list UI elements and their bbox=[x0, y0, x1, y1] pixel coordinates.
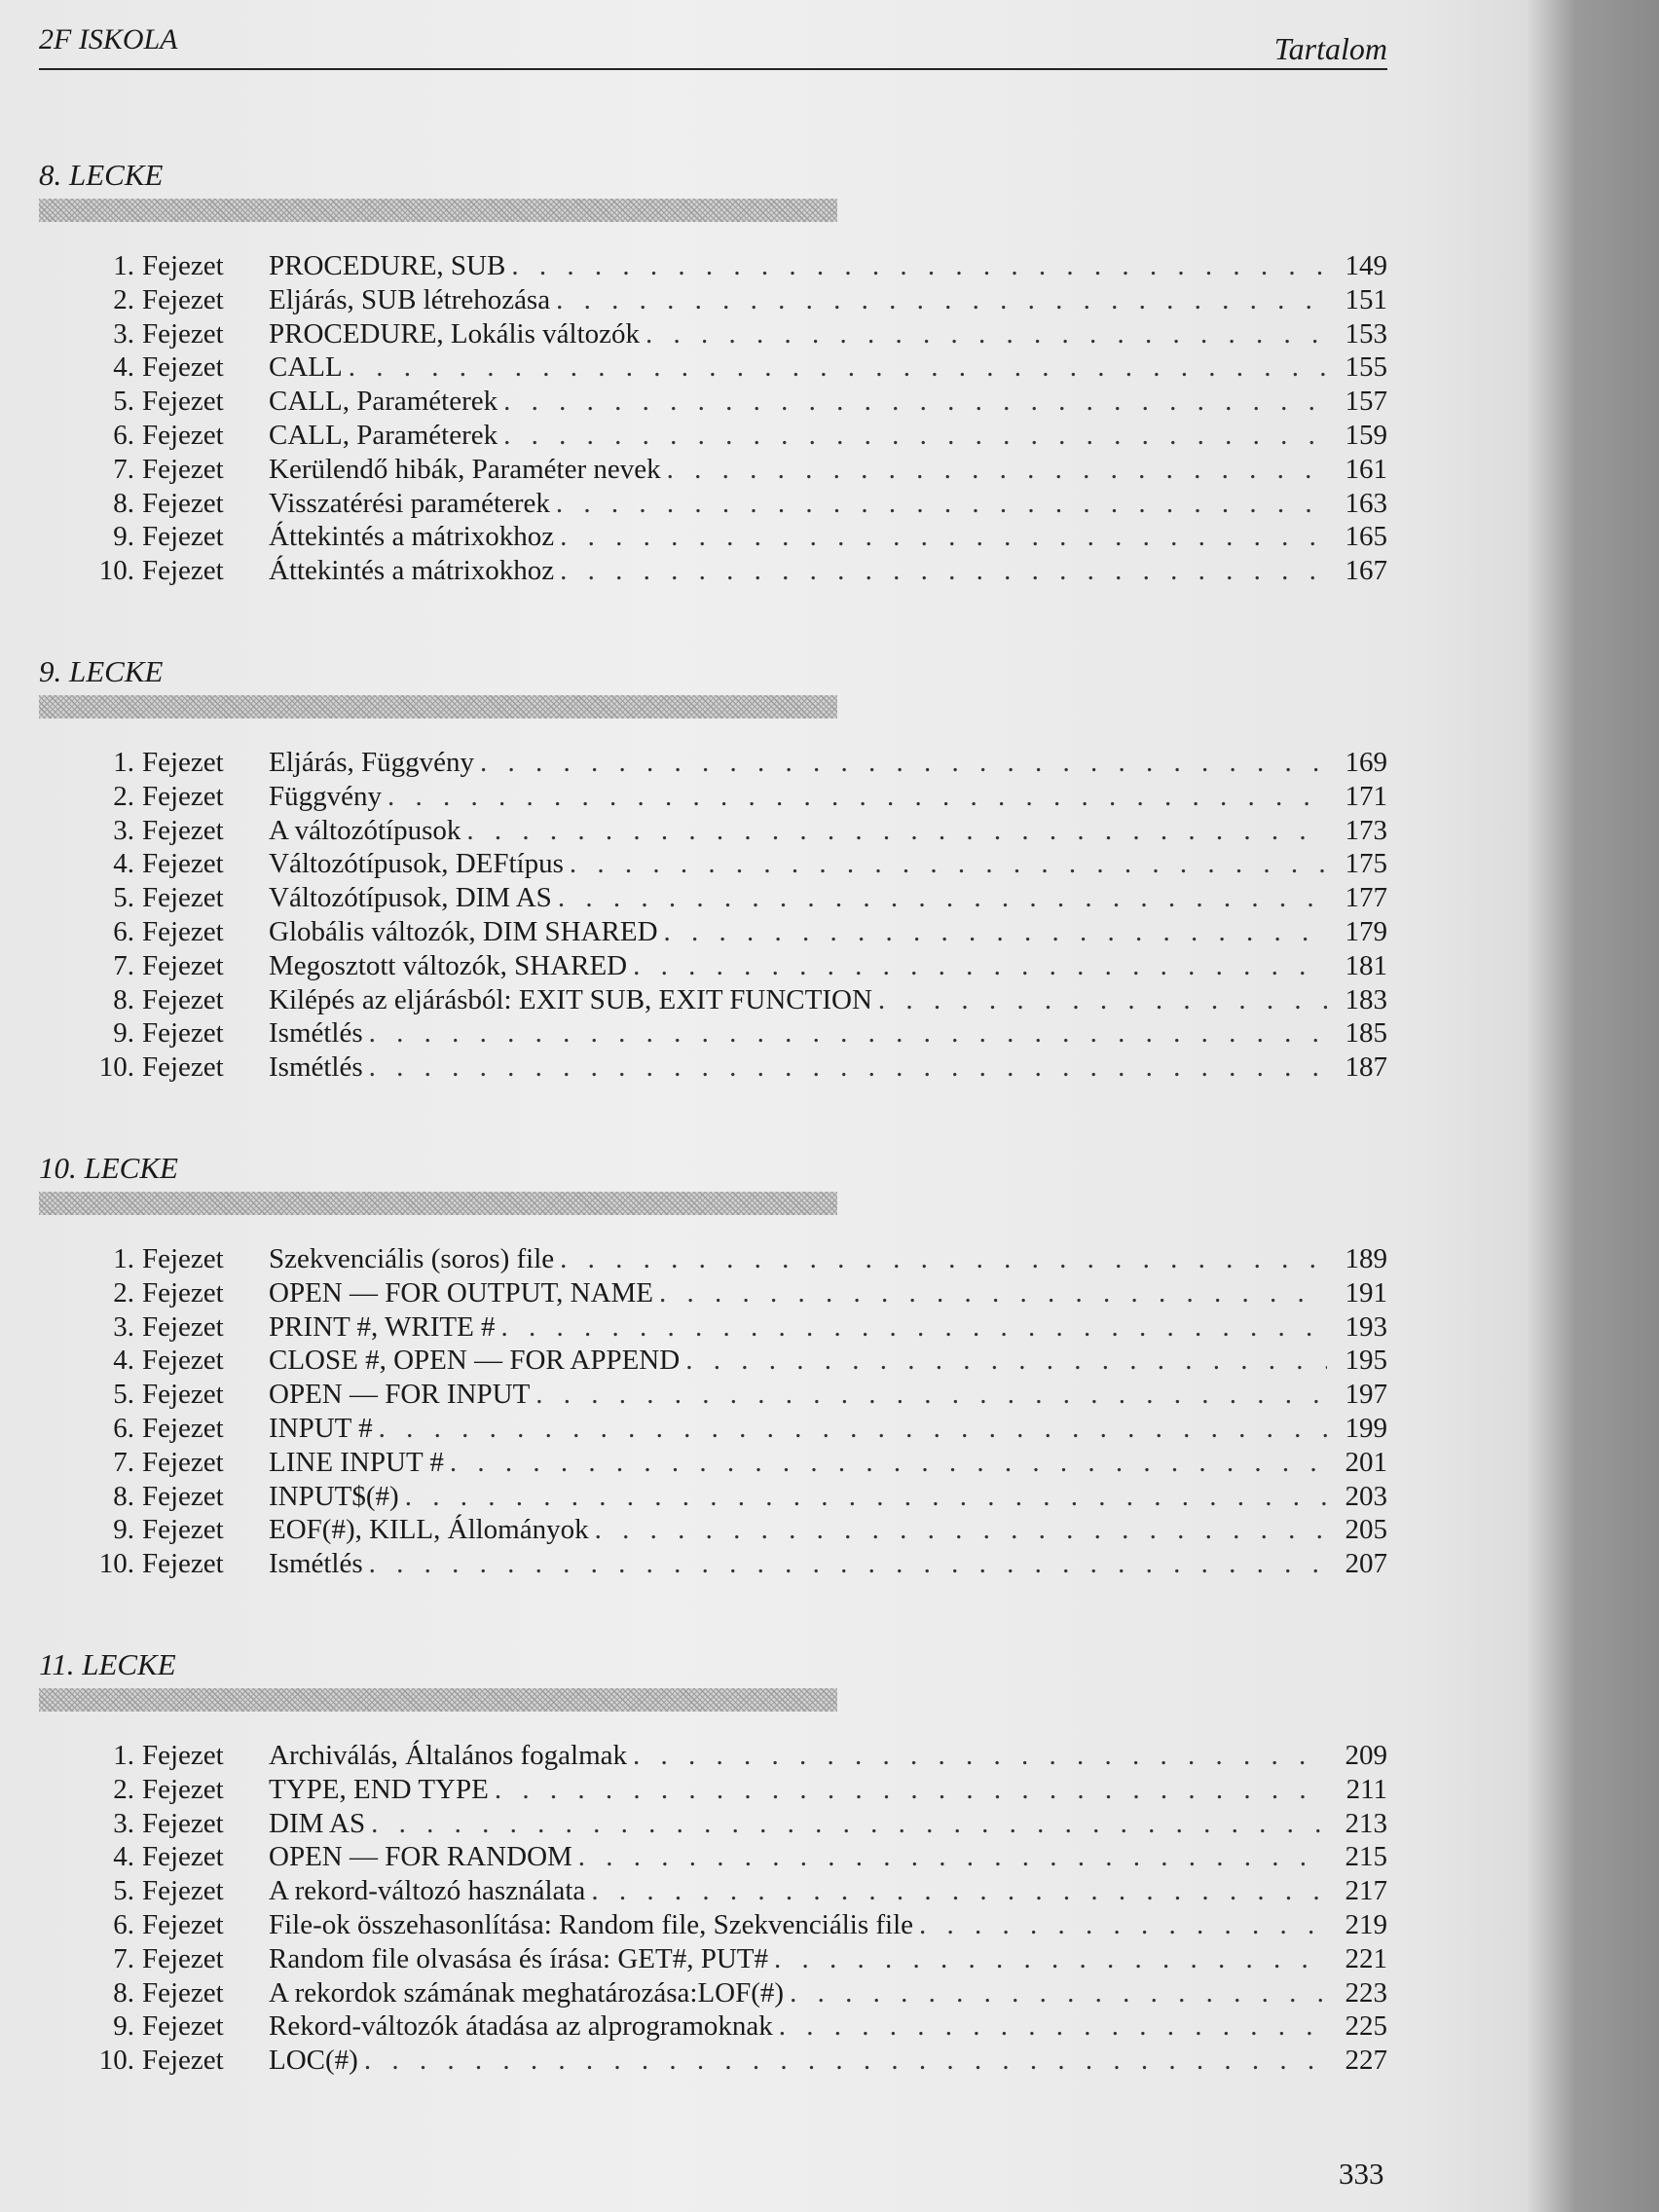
chapter-label: Fejezet bbox=[142, 1908, 224, 1940]
chapter-page-number: 211 bbox=[1346, 1773, 1387, 1805]
chapter-number: 8. bbox=[113, 1976, 134, 2009]
chapter-title: Eljárás, Függvény bbox=[269, 747, 475, 778]
dot-leader bbox=[570, 847, 1327, 881]
toc-entry bbox=[39, 1446, 1387, 1480]
chapter-title: Random file olvasása és írása: GET#, PUT# bbox=[269, 1942, 769, 1974]
dot-leader bbox=[349, 350, 1327, 385]
toc-entry bbox=[39, 1547, 1387, 1581]
chapter-number: 5. bbox=[113, 1379, 134, 1411]
chapter-label: Fejezet bbox=[142, 2010, 224, 2043]
chapter-label: Fejezet bbox=[142, 1807, 224, 1839]
toc-entry bbox=[39, 1051, 1387, 1085]
toc-entry bbox=[39, 881, 1387, 915]
dot-leader bbox=[556, 283, 1327, 317]
chapter-label: Fejezet bbox=[142, 915, 224, 947]
chapter-title: OPEN — FOR INPUT bbox=[269, 1379, 531, 1411]
dot-leader bbox=[503, 385, 1327, 419]
chapter-page-number: 171 bbox=[1345, 780, 1387, 812]
chapter-title: Áttekintés a mátrixokhoz bbox=[269, 521, 555, 553]
chapter-title: A rekordok számának meghatározása:LOF(#) bbox=[269, 1976, 785, 2009]
header-series-title: 2F ISKOLA bbox=[39, 23, 178, 55]
chapter-page-number: 165 bbox=[1345, 521, 1387, 553]
dot-leader bbox=[560, 554, 1327, 588]
chapter-title: Ismétlés bbox=[269, 1051, 363, 1084]
chapter-page-number: 213 bbox=[1345, 1807, 1387, 1839]
chapter-label: Fejezet bbox=[142, 1976, 224, 2009]
chapter-number: 4. bbox=[113, 848, 134, 880]
dot-leader bbox=[450, 1446, 1327, 1480]
chapter-number: 2. bbox=[113, 283, 134, 315]
chapter-title: OPEN — FOR OUTPUT, NAME bbox=[269, 1276, 654, 1309]
dot-leader bbox=[405, 1480, 1327, 1514]
chapter-page-number: 217 bbox=[1345, 1875, 1387, 1907]
chapter-title: Archiválás, Általános fogalmak bbox=[269, 1740, 628, 1771]
chapter-number: 2. bbox=[113, 780, 134, 812]
chapter-title: CALL bbox=[269, 351, 343, 384]
toc-entry bbox=[39, 1807, 1387, 1841]
chapter-page-number: 181 bbox=[1345, 949, 1387, 981]
chapter-page-number: 179 bbox=[1345, 915, 1387, 947]
chapter-title: A változótípusok bbox=[269, 814, 461, 846]
dot-leader bbox=[659, 1276, 1327, 1310]
dot-leader bbox=[556, 487, 1327, 521]
chapter-label: Fejezet bbox=[142, 1942, 224, 1974]
chapter-number: 3. bbox=[113, 814, 134, 846]
chapter-label: Fejezet bbox=[142, 780, 224, 812]
chapter-title: CLOSE #, OPEN — FOR APPEND bbox=[269, 1345, 681, 1377]
dot-leader bbox=[369, 1051, 1327, 1085]
chapter-label: Fejezet bbox=[142, 1446, 224, 1478]
toc-entry bbox=[39, 1276, 1387, 1310]
toc-entry bbox=[39, 1773, 1387, 1807]
chapter-number: 3. bbox=[113, 1807, 134, 1839]
chapter-number: 8. bbox=[113, 983, 134, 1015]
chapter-page-number: 173 bbox=[1345, 814, 1387, 846]
chapter-page-number: 191 bbox=[1345, 1276, 1387, 1309]
lecke-title: 8. LECKE bbox=[39, 158, 164, 192]
chapter-page-number: 223 bbox=[1345, 1976, 1387, 2009]
chapter-title: INPUT$(#) bbox=[269, 1480, 399, 1512]
chapter-label: Fejezet bbox=[142, 1875, 224, 1907]
chapter-label: Fejezet bbox=[142, 949, 224, 981]
chapter-page-number: 227 bbox=[1345, 2045, 1387, 2077]
chapter-title: DIM AS bbox=[269, 1807, 366, 1839]
dot-leader bbox=[774, 1942, 1327, 1976]
chapter-title: LINE INPUT # bbox=[269, 1446, 444, 1478]
toc-entry bbox=[39, 1310, 1387, 1345]
dot-leader bbox=[387, 780, 1327, 814]
chapter-title: Rekord-változók átadása az alprogramoknak bbox=[269, 2010, 773, 2043]
toc-entry bbox=[39, 1874, 1387, 1908]
chapter-number: 9. bbox=[113, 1017, 134, 1050]
chapter-number: 8. bbox=[113, 1480, 134, 1512]
toc-entry bbox=[39, 2044, 1387, 2078]
chapter-title: INPUT # bbox=[269, 1412, 373, 1444]
dot-leader bbox=[919, 1908, 1327, 1942]
lecke-divider-bar bbox=[39, 695, 837, 719]
dot-leader bbox=[495, 1773, 1327, 1807]
chapter-label: Fejezet bbox=[142, 386, 224, 418]
dot-leader bbox=[560, 520, 1327, 554]
chapter-page-number: 221 bbox=[1345, 1942, 1387, 1974]
dot-leader bbox=[591, 1874, 1327, 1908]
chapter-title: Szekvenciális (soros) file bbox=[269, 1243, 555, 1274]
chapter-page-number: 183 bbox=[1345, 983, 1387, 1015]
dot-leader bbox=[878, 983, 1327, 1017]
chapter-number: 2. bbox=[113, 1773, 134, 1805]
toc-entry bbox=[39, 385, 1387, 419]
chapter-label: Fejezet bbox=[142, 1276, 224, 1309]
chapter-title: PROCEDURE, Lokális változók bbox=[269, 317, 641, 350]
chapter-number: 6. bbox=[113, 1412, 134, 1444]
chapter-number: 5. bbox=[113, 386, 134, 418]
chapter-label: Fejezet bbox=[142, 283, 224, 315]
lecke-divider-bar bbox=[39, 1688, 837, 1712]
chapter-title: Eljárás, SUB létrehozása bbox=[269, 283, 551, 315]
toc-entry bbox=[39, 487, 1387, 521]
chapter-number: 7. bbox=[113, 1942, 134, 1974]
chapter-page-number: 207 bbox=[1345, 1548, 1387, 1580]
toc-entry bbox=[39, 1739, 1387, 1773]
lecke-divider-bar bbox=[39, 199, 837, 222]
lecke-title: 11. LECKE bbox=[39, 1647, 176, 1681]
chapter-page-number: 193 bbox=[1345, 1310, 1387, 1343]
chapter-title: CALL, Paraméterek bbox=[269, 419, 498, 451]
chapter-number: 5. bbox=[113, 1875, 134, 1907]
chapter-title: TYPE, END TYPE bbox=[269, 1773, 489, 1805]
chapter-number: 1. bbox=[113, 1243, 134, 1274]
chapter-number: 1. bbox=[113, 747, 134, 778]
toc-entry bbox=[39, 983, 1387, 1017]
toc-entry bbox=[39, 1016, 1387, 1051]
dot-leader bbox=[595, 1513, 1327, 1547]
chapter-list bbox=[39, 249, 1387, 588]
lecke-section-10 bbox=[39, 1147, 1387, 1581]
chapter-page-number: 153 bbox=[1345, 317, 1387, 350]
chapter-label: Fejezet bbox=[142, 1740, 224, 1771]
chapter-label: Fejezet bbox=[142, 1514, 224, 1546]
dot-leader bbox=[466, 814, 1327, 848]
chapter-number: 4. bbox=[113, 351, 134, 384]
chapter-number: 6. bbox=[113, 1908, 134, 1940]
chapter-page-number: 163 bbox=[1345, 487, 1387, 519]
chapter-label: Fejezet bbox=[142, 1841, 224, 1873]
chapter-page-number: 215 bbox=[1345, 1841, 1387, 1873]
toc-entry bbox=[39, 1344, 1387, 1378]
chapter-label: Fejezet bbox=[142, 1379, 224, 1411]
chapter-number: 6. bbox=[113, 419, 134, 451]
chapter-number: 1. bbox=[113, 250, 134, 281]
header-section-title: Tartalom bbox=[1273, 31, 1387, 66]
chapter-label: Fejezet bbox=[142, 351, 224, 384]
chapter-label: Fejezet bbox=[142, 487, 224, 519]
dot-leader bbox=[503, 419, 1327, 453]
chapter-label: Fejezet bbox=[142, 882, 224, 914]
chapter-page-number: 199 bbox=[1345, 1412, 1387, 1444]
toc-entry bbox=[39, 2009, 1387, 2044]
chapter-label: Fejezet bbox=[142, 848, 224, 880]
lecke-section-11 bbox=[39, 1643, 1387, 2078]
chapter-title: Megosztott változók, SHARED bbox=[269, 949, 628, 981]
chapter-number: 5. bbox=[113, 882, 134, 914]
toc-entry bbox=[39, 780, 1387, 814]
toc-entry bbox=[39, 1412, 1387, 1446]
dot-leader bbox=[685, 1344, 1327, 1378]
chapter-label: Fejezet bbox=[142, 1243, 224, 1274]
chapter-page-number: 167 bbox=[1345, 555, 1387, 587]
chapter-title: Globális változók, DIM SHARED bbox=[269, 915, 658, 947]
chapter-title: Kerülendő hibák, Paraméter nevek bbox=[269, 453, 661, 485]
chapter-page-number: 169 bbox=[1345, 747, 1387, 778]
chapter-number: 9. bbox=[113, 1514, 134, 1546]
toc-entry bbox=[39, 746, 1387, 780]
chapter-label: Fejezet bbox=[142, 1480, 224, 1512]
chapter-number: 1. bbox=[113, 1740, 134, 1771]
toc-entry bbox=[39, 1908, 1387, 1942]
dot-leader bbox=[790, 1976, 1327, 2010]
chapter-page-number: 159 bbox=[1345, 419, 1387, 451]
toc-entry bbox=[39, 1513, 1387, 1547]
chapter-title: Visszatérési paraméterek bbox=[269, 487, 550, 519]
chapter-title: Ismétlés bbox=[269, 1017, 363, 1050]
lecke-divider-bar bbox=[39, 1192, 837, 1215]
chapter-page-number: 205 bbox=[1345, 1514, 1387, 1546]
chapter-title: Ismétlés bbox=[269, 1548, 363, 1580]
dot-leader bbox=[560, 1242, 1327, 1276]
dot-leader bbox=[645, 317, 1327, 351]
dot-leader bbox=[369, 1016, 1327, 1051]
toc-entry bbox=[39, 1378, 1387, 1412]
chapter-title: LOC(#) bbox=[269, 2045, 358, 2077]
chapter-label: Fejezet bbox=[142, 1345, 224, 1377]
toc-entry bbox=[39, 847, 1387, 881]
chapter-number: 9. bbox=[113, 521, 134, 553]
dot-leader bbox=[633, 1739, 1327, 1773]
chapter-number: 4. bbox=[113, 1345, 134, 1377]
chapter-title: Változótípusok, DEFtípus bbox=[269, 848, 564, 880]
chapter-number: 7. bbox=[113, 453, 134, 485]
chapter-page-number: 185 bbox=[1345, 1017, 1387, 1050]
toc-entry bbox=[39, 1840, 1387, 1874]
chapter-label: Fejezet bbox=[142, 1412, 224, 1444]
lecke-title: 9. LECKE bbox=[39, 654, 164, 688]
dot-leader bbox=[480, 746, 1327, 780]
chapter-page-number: 175 bbox=[1345, 848, 1387, 880]
chapter-number: 3. bbox=[113, 317, 134, 350]
chapter-page-number: 155 bbox=[1345, 351, 1387, 384]
chapter-page-number: 195 bbox=[1345, 1345, 1387, 1377]
dot-leader bbox=[558, 881, 1327, 915]
lecke-title: 10. LECKE bbox=[39, 1151, 178, 1185]
chapter-number: 10. bbox=[98, 555, 134, 587]
chapter-number: 7. bbox=[113, 949, 134, 981]
chapter-number: 6. bbox=[113, 915, 134, 947]
chapter-title: OPEN — FOR RANDOM bbox=[269, 1841, 572, 1873]
chapter-page-number: 219 bbox=[1345, 1908, 1387, 1940]
dot-leader bbox=[371, 1807, 1327, 1841]
toc-entry bbox=[39, 814, 1387, 848]
chapter-title: Változótípusok, DIM AS bbox=[269, 882, 552, 914]
chapter-page-number: 187 bbox=[1345, 1051, 1387, 1084]
chapter-title: A rekord-változó használata bbox=[269, 1875, 586, 1907]
dot-leader bbox=[501, 1310, 1327, 1345]
chapter-number: 10. bbox=[98, 1051, 134, 1084]
chapter-title: EOF(#), KILL, Állományok bbox=[269, 1514, 589, 1546]
chapter-title: PROCEDURE, SUB bbox=[269, 250, 506, 281]
chapter-title: Áttekintés a mátrixokhoz bbox=[269, 555, 555, 587]
dot-leader bbox=[633, 949, 1327, 983]
chapter-title: File-ok összehasonlítása: Random file, Szekvenciális file bbox=[269, 1908, 914, 1940]
lecke-section-9 bbox=[39, 650, 1387, 1085]
page-number: 333 bbox=[1339, 2157, 1384, 2191]
chapter-label: Fejezet bbox=[142, 1310, 224, 1343]
page-header bbox=[39, 18, 1387, 70]
toc-entry bbox=[39, 1480, 1387, 1514]
dot-leader bbox=[369, 1547, 1327, 1581]
dot-leader bbox=[664, 915, 1327, 949]
toc-entry bbox=[39, 520, 1387, 554]
chapter-number: 10. bbox=[98, 2045, 134, 2077]
chapter-number: 2. bbox=[113, 1276, 134, 1309]
chapter-page-number: 225 bbox=[1345, 2010, 1387, 2043]
chapter-label: Fejezet bbox=[142, 419, 224, 451]
chapter-label: Fejezet bbox=[142, 317, 224, 350]
chapter-label: Fejezet bbox=[142, 521, 224, 553]
dot-leader bbox=[379, 1412, 1327, 1446]
dot-leader bbox=[578, 1840, 1327, 1874]
chapter-label: Fejezet bbox=[142, 555, 224, 587]
toc-entry bbox=[39, 915, 1387, 949]
dot-leader bbox=[364, 2044, 1327, 2078]
dot-leader bbox=[535, 1378, 1327, 1412]
chapter-label: Fejezet bbox=[142, 747, 224, 778]
dot-leader bbox=[511, 249, 1327, 283]
toc-entry bbox=[39, 350, 1387, 385]
chapter-label: Fejezet bbox=[142, 1051, 224, 1084]
dot-leader bbox=[779, 2009, 1327, 2044]
chapter-label: Fejezet bbox=[142, 453, 224, 485]
toc-entry bbox=[39, 453, 1387, 487]
chapter-number: 3. bbox=[113, 1310, 134, 1343]
chapter-page-number: 157 bbox=[1345, 386, 1387, 418]
toc-entry bbox=[39, 1942, 1387, 1976]
chapter-label: Fejezet bbox=[142, 1017, 224, 1050]
chapter-list bbox=[39, 746, 1387, 1085]
toc-entry bbox=[39, 554, 1387, 588]
chapter-page-number: 149 bbox=[1345, 250, 1387, 281]
chapter-page-number: 201 bbox=[1345, 1446, 1387, 1478]
chapter-label: Fejezet bbox=[142, 1773, 224, 1805]
chapter-label: Fejezet bbox=[142, 2045, 224, 2077]
chapter-page-number: 151 bbox=[1345, 283, 1387, 315]
dot-leader bbox=[667, 453, 1327, 487]
toc-entry bbox=[39, 419, 1387, 453]
chapter-title: PRINT #, WRITE # bbox=[269, 1310, 496, 1343]
toc-entry bbox=[39, 1242, 1387, 1276]
toc-entry bbox=[39, 317, 1387, 351]
chapter-label: Fejezet bbox=[142, 814, 224, 846]
chapter-list bbox=[39, 1242, 1387, 1581]
chapter-title: Függvény bbox=[269, 780, 382, 812]
chapter-number: 9. bbox=[113, 2010, 134, 2043]
chapter-number: 7. bbox=[113, 1446, 134, 1478]
chapter-number: 8. bbox=[113, 487, 134, 519]
chapter-label: Fejezet bbox=[142, 983, 224, 1015]
chapter-number: 4. bbox=[113, 1841, 134, 1873]
chapter-title: CALL, Paraméterek bbox=[269, 386, 498, 418]
chapter-page-number: 197 bbox=[1345, 1379, 1387, 1411]
chapter-page-number: 189 bbox=[1345, 1243, 1387, 1274]
toc-entry bbox=[39, 249, 1387, 283]
chapter-page-number: 209 bbox=[1345, 1740, 1387, 1771]
chapter-label: Fejezet bbox=[142, 250, 224, 281]
chapter-label: Fejezet bbox=[142, 1548, 224, 1580]
toc-entry bbox=[39, 949, 1387, 983]
lecke-section-8 bbox=[39, 154, 1387, 588]
chapter-page-number: 161 bbox=[1345, 453, 1387, 485]
chapter-page-number: 203 bbox=[1345, 1480, 1387, 1512]
chapter-list bbox=[39, 1739, 1387, 2078]
chapter-title: Kilépés az eljárásból: EXIT SUB, EXIT FUNCTION bbox=[269, 983, 872, 1015]
toc-entry bbox=[39, 283, 1387, 317]
toc-entry bbox=[39, 1976, 1387, 2010]
chapter-number: 10. bbox=[98, 1548, 134, 1580]
chapter-page-number: 177 bbox=[1345, 882, 1387, 914]
